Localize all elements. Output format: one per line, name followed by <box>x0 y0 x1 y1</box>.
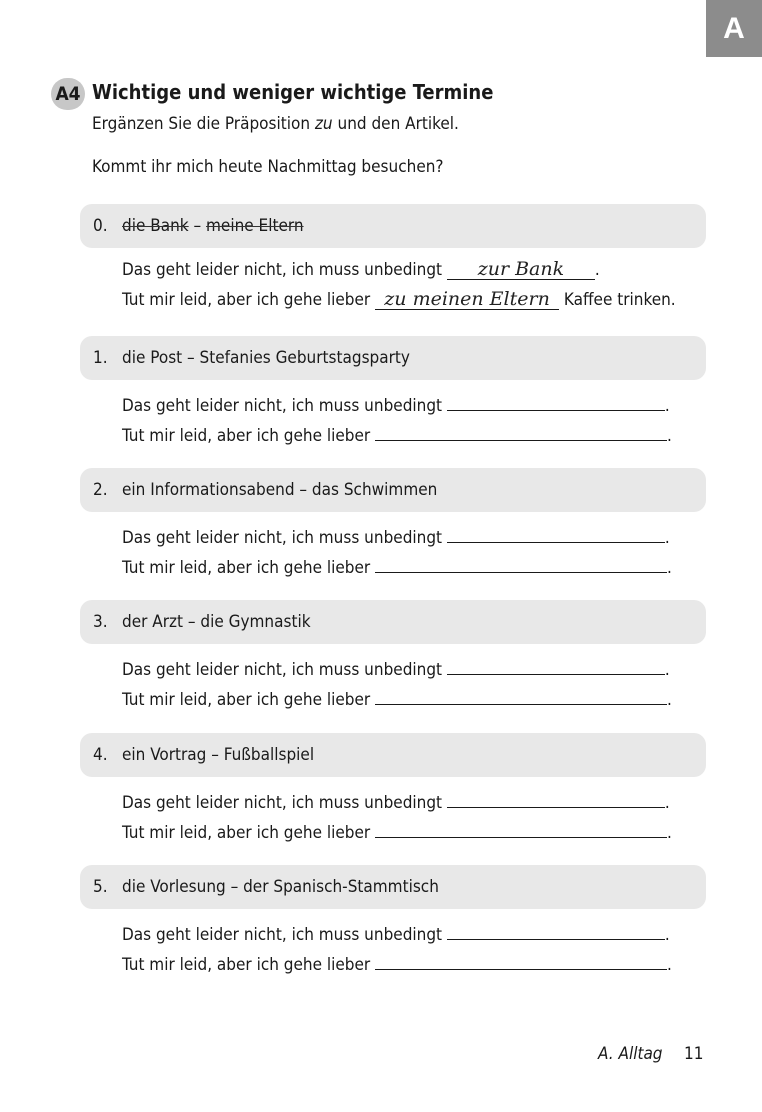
item-3-line-2: Tut mir leid, aber ich gehe lieber . <box>122 686 672 710</box>
item-1-line-1: Das geht leider nicht, ich muss unbedingt . <box>122 392 670 416</box>
example-dash: – <box>193 216 202 236</box>
answer-blank[interactable] <box>447 524 665 543</box>
answer-blank[interactable] <box>375 686 667 705</box>
exercise-instruction: Ergänzen Sie die Präposition zu und den Artikel. <box>92 114 459 134</box>
exercise-badge: A4 <box>51 78 85 110</box>
answer-blank[interactable] <box>447 789 665 808</box>
answer-blank[interactable] <box>447 921 665 940</box>
item-number: 2. <box>93 480 108 500</box>
item-bar-4 <box>80 733 706 777</box>
example-prompt-b: meine Eltern <box>206 216 304 236</box>
item-number: 1. <box>93 348 108 368</box>
page-number: 11 <box>684 1044 704 1064</box>
answer-blank[interactable] <box>375 951 667 970</box>
item-prompt: die Vorlesung – der Spanisch-Stammtisch <box>122 877 439 897</box>
item-prompt: ein Informationsabend – das Schwimmen <box>122 480 438 500</box>
item-bar-2 <box>80 468 706 512</box>
item-number: 3. <box>93 612 108 632</box>
example-line-2: Tut mir leid, aber ich gehe lieber zu meinen Eltern Kaffee trinken. <box>122 288 676 310</box>
item-2-line-2: Tut mir leid, aber ich gehe lieber . <box>122 554 672 578</box>
item-2-line-1: Das geht leider nicht, ich muss unbedingt . <box>122 524 670 548</box>
item-prompt: die Post – Stefanies Geburtstagsparty <box>122 348 410 368</box>
section-tab: A <box>706 0 762 57</box>
answer-blank[interactable] <box>447 656 665 675</box>
example-prompt-a: die Bank <box>122 216 189 236</box>
item-prompt: der Arzt – die Gymnastik <box>122 612 311 632</box>
example-answer-2: zu meinen Eltern <box>375 289 559 310</box>
example-line-1: Das geht leider nicht, ich muss unbedingt zur Bank . <box>122 258 600 280</box>
answer-blank[interactable] <box>375 422 667 441</box>
item-1-line-2: Tut mir leid, aber ich gehe lieber . <box>122 422 672 446</box>
item-number: 0. <box>93 216 108 236</box>
item-3-line-1: Das geht leider nicht, ich muss unbedingt . <box>122 656 670 680</box>
answer-blank[interactable] <box>375 819 667 838</box>
item-bar-3 <box>80 600 706 644</box>
item-number: 4. <box>93 745 108 765</box>
item-5-line-2: Tut mir leid, aber ich gehe lieber . <box>122 951 672 975</box>
exercise-title: Wichtige und weniger wichtige Termine <box>92 80 494 104</box>
item-prompt: ein Vortrag – Fußballspiel <box>122 745 315 765</box>
instruction-keyword: zu <box>314 114 333 134</box>
item-4-line-2: Tut mir leid, aber ich gehe lieber . <box>122 819 672 843</box>
example-suffix: Kaffee trinken. <box>563 290 676 310</box>
exercise-question: Kommt ihr mich heute Nachmittag besuchen? <box>92 157 444 177</box>
item-bar-1 <box>80 336 706 380</box>
item-bar-0 <box>80 204 706 248</box>
answer-blank[interactable] <box>375 554 667 573</box>
item-5-line-1: Das geht leider nicht, ich muss unbedingt . <box>122 921 670 945</box>
answer-blank[interactable] <box>447 392 665 411</box>
footer-section-label: A. Alltag <box>598 1044 663 1064</box>
item-number: 5. <box>93 877 108 897</box>
example-answer-1: zur Bank <box>447 259 595 280</box>
item-bar-5 <box>80 865 706 909</box>
item-4-line-1: Das geht leider nicht, ich muss unbedingt . <box>122 789 670 813</box>
